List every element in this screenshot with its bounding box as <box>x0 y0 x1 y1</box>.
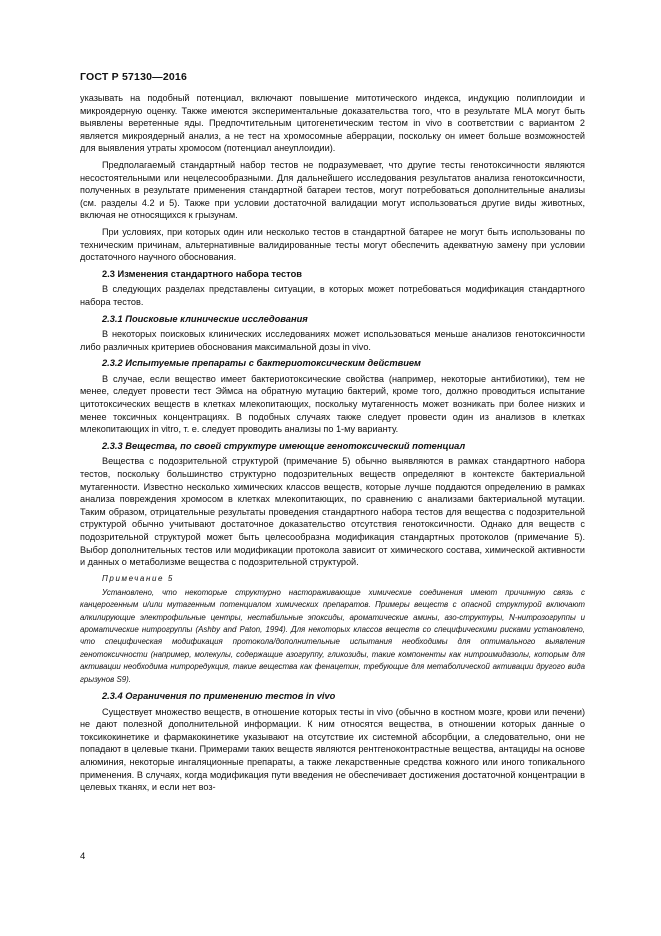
paragraph-1: указывать на подобный потенциал, включают повышение митотического индекса, индукцию полиплоидии и микроядерную оценку. Также имеются экспериментальные доказательства того, что в результате MLA могут быть выявлены веретенные яды. Предпочтительным цитогенетическим тестом in vivo в соответствии с вариантом 2 является микроядерный анализ, а не тест на хромосомные аберрации, поскольку он имеет больше возможностей для выявления утраты хромосом (потенциал анеуплоидии). <box>80 93 585 154</box>
note-title: Примечание 5 <box>102 573 174 583</box>
paragraph-2: Предполагаемый стандартный набор тестов не подразумевает, что другие тесты генотоксичности являются несостоятельными или нецелесообразными. Для дальнейшего исследования результатов анализа генотоксичности, полученных в результате применения стандартной батареи тестов, могут потребоваться дополнительные анализы (см. разделы 4.2 и 5). Также при условии достаточной валидации могут использоваться другие виды животных, включая не относящихся к грызунам. <box>80 159 585 221</box>
page-number: 4 <box>80 851 86 862</box>
paragraph-3: При условиях, при которых один или несколько тестов в стандартной батарее не могут быть использованы по техническим причинам, альтернативные валидированные тесты могут обеспечить адекватную замену при условии достаточного научного обоснования. <box>80 226 585 263</box>
section-heading-2-3: 2.3 Изменения стандартного набора тестов <box>102 268 302 279</box>
document-body <box>80 92 585 794</box>
section-heading-2-3-3: 2.3.3 Вещества, по своей структуре имеющие генотоксический потенциал <box>102 440 466 451</box>
section-heading-2-3-2: 2.3.2 Испытуемые препараты с бактериотоксическим действием <box>102 358 421 369</box>
section-heading-2-3-4: 2.3.4 Ограничения по применению тестов in vivo <box>102 691 336 702</box>
paragraph-7: Вещества с подозрительной структурой (примечание 5) обычно выявляются в рамках стандартного набора тестов, поскольку большинство структурно подозрительных веществ определяют в контексте бактериальной мутагенности. Известно несколько химических классов веществ, которые лучше поддаются определению в рамках анализа повреждения хромосом в клетках млекопитающих, по сравнению с анализами бактериальной мутации. Таким образом, отрицательные результаты проведения стандартного набора тестов для вещества с подозрительной структурой обычно учитывают достаточное доказательство отсутствия генотоксичности. Однако для веществ с подозрительной структурой может быть целесообразна модификация стандартных протоколов (примечание 5). Выбор дополнительных тестов или модификации протокола зависит от химического состава, химической активности и данных о метаболизме вещества с подозрительной структурой. <box>80 456 585 568</box>
document-header: ГОСТ Р 57130—2016 <box>80 71 188 83</box>
section-heading-2-3-1: 2.3.1 Поисковые клинические исследования <box>102 313 308 324</box>
paragraph-4: В следующих разделах представлены ситуации, в которых может потребоваться модификация стандартного набора тестов. <box>80 284 585 307</box>
paragraph-6: В случае, если вещество имеет бактериотоксические свойства (например, некоторые антибиотики), тем не менее, следует провести тест Эймса на обратную мутацию бактерий, кроме того, должно проводиться испытание цитотоксических веществ в клетках млекопитающих, поскольку мутагенность может возникать при более низких и менее токсичных концентрациях. В подобных случаях также следует провести один из анализов в клетках млекопитающих in vitro, т. е. следует проводить анализы по 1-му варианту. <box>80 373 585 435</box>
paragraph-5: В некоторых поисковых клинических исследованиях может использоваться меньше анализов генотоксичности либо различных критериев обоснования максимальной дозы in vivo. <box>80 329 585 352</box>
note-5: Установлено, что некоторые структурно настораживающие химические соединения имеют причинную связь с канцерогенным и/или мутагенным потенциалом химических препаратов. Примеры веществ с опасной структурой включают алкилирующие электрофильные центры, нестабильные эпоксиды, ароматические амины, азо-структуры, N-нитрозогруппы и ароматические нитрогруппы (Ashby and Paton, 1994). Для некоторых классов веществ со специфическими рисками установлено, что специфическая модификация протокола/дополнительные испытания необходимы для оптимального выявления генотоксичности (например, молекулы, содержащие азогруппу, гликозиды, такие компоненты как нитроимидазолы, которым для активации необходима нитроредукция, такие вещества как фенацетин, требующие для метаболической активации другого вида грызунов S9). <box>80 587 585 684</box>
paragraph-8: Существует множество веществ, в отношение которых тесты in vivo (обычно в костном мозге, крови или печени) не дают полезной дополнительной информации. К ним относятся вещества, в отношении которых данные о токсикокинетике и фармакокинетике указывают на отсутствие их системной абсорбции, а следовательно, они не попадают в целевые ткани. Примерами таких веществ являются рентгеноконтрастные вещества, антациды на основе алюминия, некоторые ингаляционные препараты, а также лекарственные средства кожного или иного топикального применения. В случаях, когда модификация пути введения не обеспечивает достижения достаточной концентрации в целевых тканях, и если нет воз- <box>80 706 585 793</box>
